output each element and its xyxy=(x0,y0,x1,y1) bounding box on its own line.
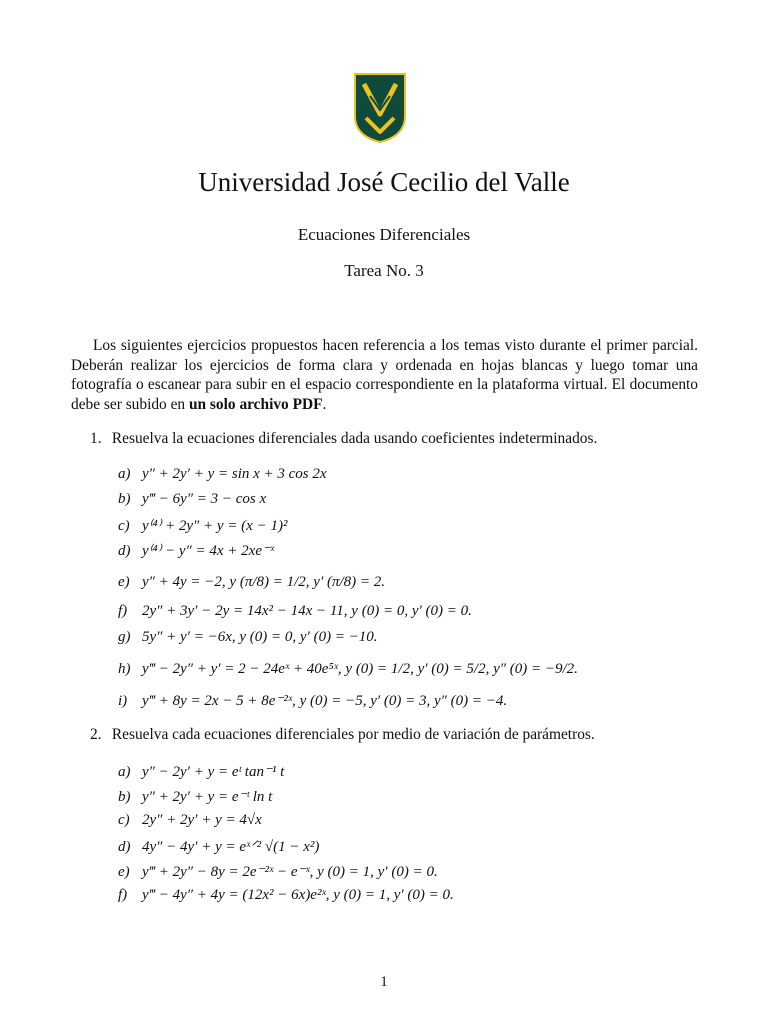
course-name: Ecuaciones Diferenciales xyxy=(297,225,471,244)
equation: 2y″ + 3y′ − 2y = 14x² − 14x − 11, y (0) = 0, y′ (0) = 0. xyxy=(142,603,472,619)
equation: y″ + 2y′ + y = sin x + 3 cos 2x xyxy=(142,466,327,482)
instructions-bold: un solo archivo PDF xyxy=(188,395,323,413)
item-label: d) xyxy=(118,543,131,559)
instructions-paragraph xyxy=(71,336,698,414)
equation: y‴ − 2y″ + y′ = 2 − 24eˣ + 40e⁵ˣ, y (0) = 1/2, y′ (0) = 5/2, y″ (0) = −9/2. xyxy=(142,661,578,677)
equation: y‴ + 8y = 2x − 5 + 8e⁻²ˣ, y (0) = −5, y′ (0) = 3, y″ (0) = −4. xyxy=(142,693,508,709)
list-item xyxy=(118,787,272,806)
list-item xyxy=(118,661,578,678)
item-label: a) xyxy=(118,466,131,482)
item-label: g) xyxy=(118,629,131,645)
equation: y″ + 4y = −2, y (π/8) = 1/2, y′ (π/8) = 2. xyxy=(142,574,386,590)
page-number: 1 xyxy=(380,974,388,990)
instructions-end: . xyxy=(322,395,327,413)
list-item xyxy=(118,491,266,508)
item-label: a) xyxy=(118,764,131,780)
list-item xyxy=(118,603,472,620)
question-title: Resuelva la ecuaciones diferenciales dada usando coeficientes indeterminados. xyxy=(111,430,598,447)
question-number: 2. xyxy=(90,726,102,743)
equation: 4y″ − 4y′ + y = eˣᐟ² √(1 − x²) xyxy=(142,839,320,855)
instructions-text: Los siguientes ejercicios propuestos hacen referencia a los temas visto durante el primer parcial. Deberán realizar los ejercicios de forma clara y ordenada en hojas blancas y luego tomar una fotografía o escanear para subir en el espacio correspondiente en la plataforma virtual. El documento debe ser subido en xyxy=(71,337,698,413)
university-crest-icon xyxy=(352,70,408,144)
equation: y⁽⁴⁾ + 2y″ + y = (x − 1)² xyxy=(142,518,288,534)
list-item xyxy=(118,691,507,710)
list-item xyxy=(118,812,262,829)
item-label: c) xyxy=(118,812,130,828)
equation: y‴ − 4y″ + 4y = (12x² − 6x)e²ˣ, y (0) = 1, y′ (0) = 0. xyxy=(142,887,454,903)
list-item xyxy=(118,862,438,881)
item-label: i) xyxy=(118,693,128,709)
list-item xyxy=(118,762,284,781)
equation: 5y″ + y′ = −6x, y (0) = 0, y′ (0) = −10. xyxy=(142,629,378,645)
item-label: h) xyxy=(118,661,131,677)
list-item xyxy=(118,574,385,591)
item-label: c) xyxy=(118,518,130,534)
list-item xyxy=(118,629,378,646)
list-item xyxy=(118,516,287,535)
university-title: Universidad José Cecilio del Valle xyxy=(198,167,570,197)
list-item xyxy=(118,466,327,483)
list-item xyxy=(118,837,319,856)
item-label: e) xyxy=(118,864,130,880)
equation: y‴ + 2y″ − 8y = 2e⁻²ˣ − e⁻ˣ, y (0) = 1, y′ (0) = 0. xyxy=(142,864,438,880)
item-label: f) xyxy=(118,887,128,903)
list-item xyxy=(118,887,454,904)
question-2-heading xyxy=(90,726,595,744)
item-label: b) xyxy=(118,491,131,507)
equation: y⁽⁴⁾ − y″ = 4x + 2xe⁻ˣ xyxy=(142,543,275,559)
item-label: e) xyxy=(118,574,130,590)
question-title: Resuelva cada ecuaciones diferenciales por medio de variación de parámetros. xyxy=(111,726,595,743)
item-label: b) xyxy=(118,789,131,805)
list-item xyxy=(118,541,274,560)
equation: y″ + 2y′ + y = e⁻ᵗ ln t xyxy=(142,789,273,805)
question-1-heading xyxy=(90,430,597,448)
equation: 2y″ + 2y′ + y = 4√x xyxy=(142,812,262,828)
item-label: d) xyxy=(118,839,131,855)
question-number: 1. xyxy=(90,430,102,447)
item-label: f) xyxy=(118,603,128,619)
equation: y‴ − 6y″ = 3 − cos x xyxy=(142,491,267,507)
equation: y″ − 2y′ + y = eᵗ tan⁻¹ t xyxy=(142,764,285,780)
assignment-title: Tarea No. 3 xyxy=(344,261,424,280)
